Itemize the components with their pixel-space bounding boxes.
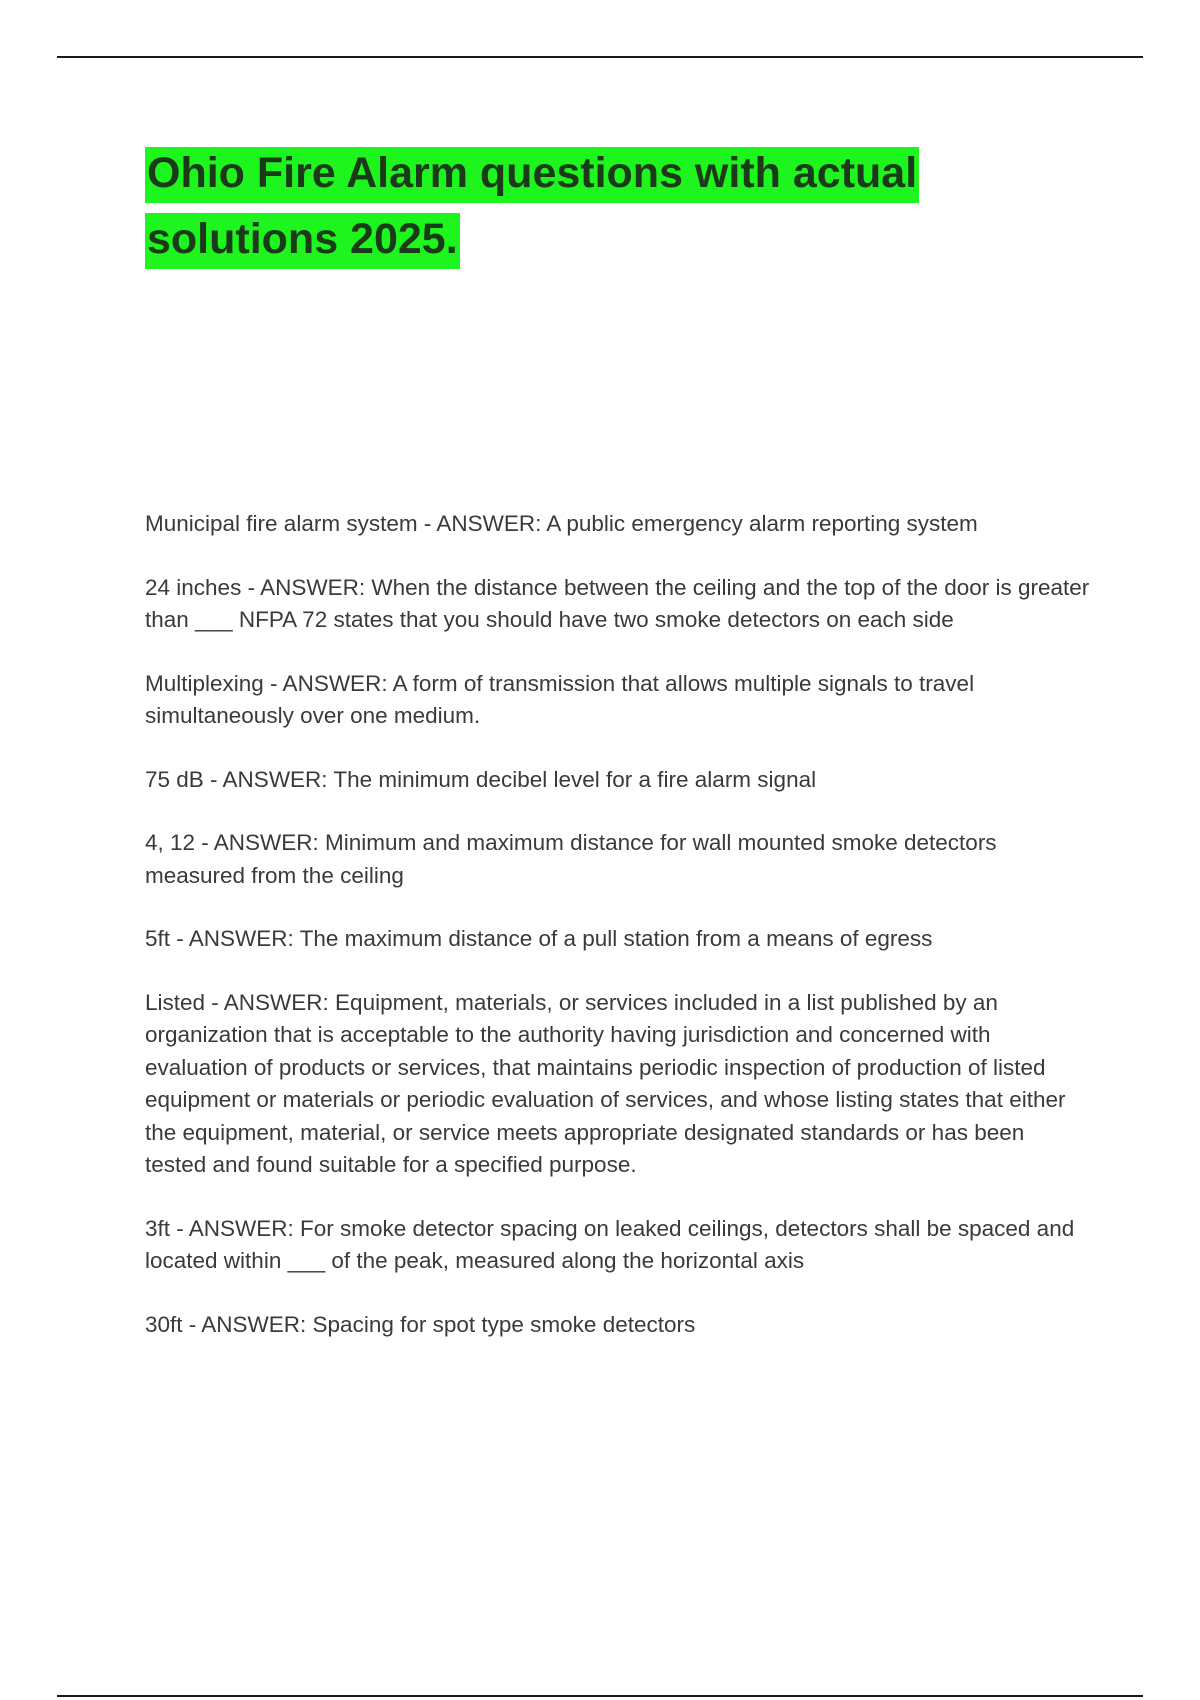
qa-item-75-db: 75 dB - ANSWER: The minimum decibel level for a fire alarm signal bbox=[145, 766, 817, 792]
title-highlight: Ohio Fire Alarm questions with actual solutions 2025. bbox=[145, 147, 919, 269]
footer-rule bbox=[57, 1695, 1143, 1697]
qa-item-5ft: 5ft - ANSWER: The maximum distance of a pull station from a means of egress bbox=[145, 926, 933, 951]
qa-item-24-inches: 24 inches - ANSWER: When the distance between the ceiling and the top of the door is greater than ___ NFPA 72 states that you should have two smoke detectors on each side bbox=[145, 574, 1090, 632]
qa-item-municipal: Municipal fire alarm system - ANSWER: A public emergency alarm reporting system bbox=[145, 511, 978, 536]
qa-item-30ft: 30ft - ANSWER: Spacing for spot type smoke detectors bbox=[145, 1311, 696, 1337]
qa-list bbox=[145, 508, 1090, 1372]
qa-item-3ft: 3ft - ANSWER: For smoke detector spacing on leaked ceilings, detectors shall be spaced and located within ___ of the peak, measured along the horizontal axis bbox=[145, 1215, 1075, 1273]
header-rule bbox=[57, 56, 1143, 58]
document-title bbox=[145, 140, 1045, 272]
qa-item-listed: Listed - ANSWER: Equipment, materials, or services included in a list published by an organization that is acceptable to the authority having jurisdiction and concerned with evaluation of products or services, that maintains periodic inspection of production of listed equipment or materials or periodic evaluation of services, and whose listing states that either the equipment, material, or service meets appropriate designated standards or has been tested and found suitable for a specified purpose. bbox=[145, 989, 1066, 1177]
qa-item-multiplexing: Multiplexing - ANSWER: A form of transmission that allows multiple signals to travel simultaneously over one medium. bbox=[145, 670, 975, 728]
qa-item-4-12: 4, 12 - ANSWER: Minimum and maximum distance for wall mounted smoke detectors measured from the ceiling bbox=[145, 830, 997, 888]
